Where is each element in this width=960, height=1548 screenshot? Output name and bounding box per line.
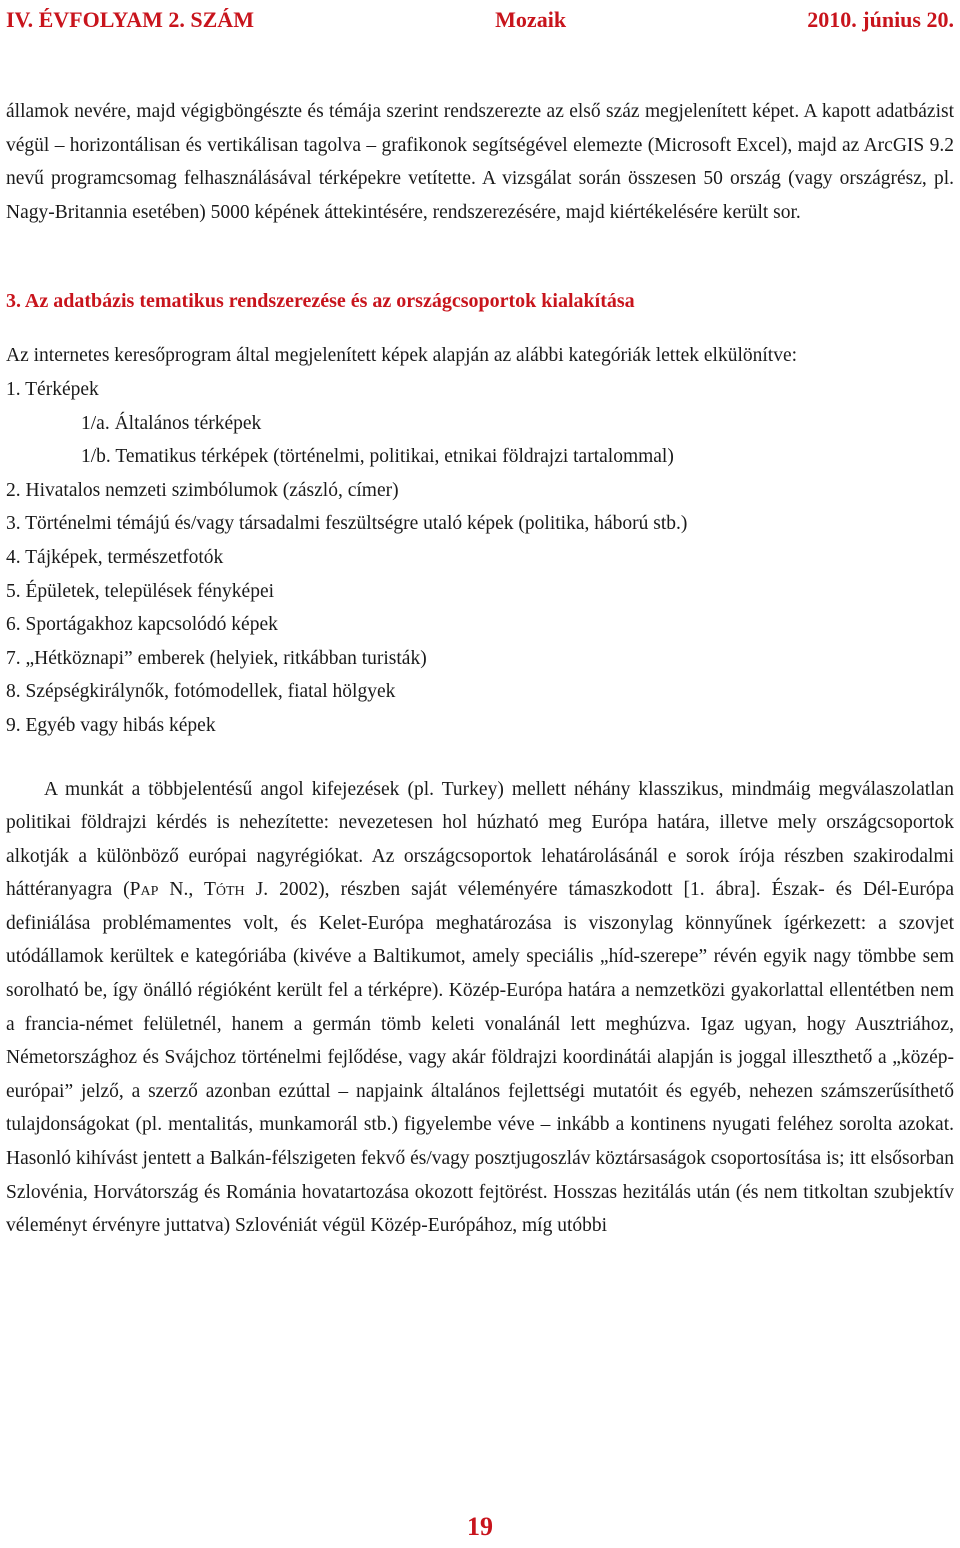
body-text-3: J. 2002), részben saját véleményére támaszkodott [1. ábra]. Észak- és Dél-Európa definiálása problémamentes volt, és Kelet-Európa meghatározása is viszonylag könnyűnek ígérkezett: a szovjet utódállamok kerültek e kategóriába (kivéve a Baltikumot, amely speciális „híd-szerepe” révén egyik nagy tömbbe sem sorolható be, így önálló régióként került fel a térképre). Közép-Európa határa a nemzetközi gyakorlattal ellentétben nem a francia-német felületnél, hanem a germán tömb keleti vonalánál lett meghúzva. Igaz ugyan, hogy Ausztriához, Németországhoz és Svájchoz történelmi fejlődése, vagy akár földrajzi koordinátái alapján is joggal illeszthető a „közép-európai” jelző, a szerző azonban ezúttal – napjaink általános fejlettségi mutatóit és egyéb, nehezen számszerűsíthető tulajdonságokat (pl. mentalitás, munkamorál stb.) figyelembe véve – inkább a kontinens nyugati feléhez sorolta azokat. Hasonló kihívást jentett a Balkán-félszigeten fekvő és/vagy posztjugoszláv köztársaságok csoportosítása is; itt elsősorban Szlovénia, Horvátország és Románia hovatartozása okozott fejtörést. Hosszas hezitálás után (és nem titkoltan szubjektív véleményt érvényre juttatva) Szlovéniát végül Közép-Európához, míg utóbbi (6, 879, 954, 1237)
category-item: 1/b. Tematikus térképek (történelmi, politikai, etnikai földrajzi tartalommal) (81, 446, 674, 468)
header-volume: IV. ÉVFOLYAM 2. SZÁM (6, 7, 254, 32)
author-initial-2: T (203, 879, 216, 901)
header-date: 2010. június 20. (807, 7, 954, 32)
author-name-1: ap (140, 879, 159, 901)
category-item: 6. Sportágakhoz kapcsolódó képek (6, 614, 278, 636)
category-item: 7. „Hétköznapi” emberek (helyiek, ritkábban turisták) (6, 647, 427, 669)
body-paragraph (6, 773, 954, 1243)
body-text-1: A munkát a többjelentésű angol kifejezések (pl. Turkey) mellett néhány klasszikus, mindmáig megválaszolatlan politikai földrajzi kérdés is nehezítette: nevezetesen hol húzható meg Európa határa, illetve mely országcsoportok alkotják a különböző európai nagyrégiókat. Az országcsoportok lehatárolásánál e sorok írója részben szakirodalmi háttéranyagra ( (6, 778, 954, 901)
category-item: 8. Szépségkirálynők, fotómodellek, fiatal hölgyek (6, 681, 396, 703)
section-intro-paragraph: Az internetes keresőprogram által megjelenített képek alapján az alábbi kategóriák lettek elkülönítve: (6, 345, 798, 367)
page-number: 19 (467, 1512, 493, 1541)
intro-paragraph: államok nevére, majd végigböngészte és témája szerint rendszerezte az első száz megjelenített képet. A kapott adatbázist végül – horizontálisan és vertikálisan tagolva – grafikonok segítségével elemezte (Microsoft Excel), majd az ArcGIS 9.2 nevű programcsomag felhasználásával térképekre vetítette. A vizsgálat során összesen 50 ország (vagy országrész, pl. Nagy-Britannia esetében) 5000 képének áttekintésére, rendszerezésére, majd kiértékelésére került sor. (6, 101, 954, 223)
page-content (6, 95, 954, 1243)
category-item: 5. Épületek, települések fényképei (6, 580, 275, 602)
body-text-2: N., (158, 879, 204, 901)
category-item: 9. Egyéb vagy hibás képek (6, 714, 216, 736)
category-item: 2. Hivatalos nemzeti szimbólumok (zászló, címer) (6, 479, 399, 501)
category-item: 1. Térképek (6, 378, 99, 400)
header-journal-title: Mozaik (495, 7, 567, 32)
author-name-2: óth (215, 879, 245, 901)
category-list (6, 373, 954, 743)
running-header (0, 0, 960, 40)
category-item: 3. Történelmi témájú és/vagy társadalmi feszültségre utaló képek (politika, háború stb.) (6, 513, 688, 535)
category-item: 1/a. Általános térképek (81, 412, 262, 434)
author-initial-1: P (129, 879, 141, 901)
category-item: 4. Tájképek, természetfotók (6, 546, 224, 568)
section-heading: 3. Az adatbázis tematikus rendszerezése és az országcsoportok kialakítása (6, 290, 635, 313)
